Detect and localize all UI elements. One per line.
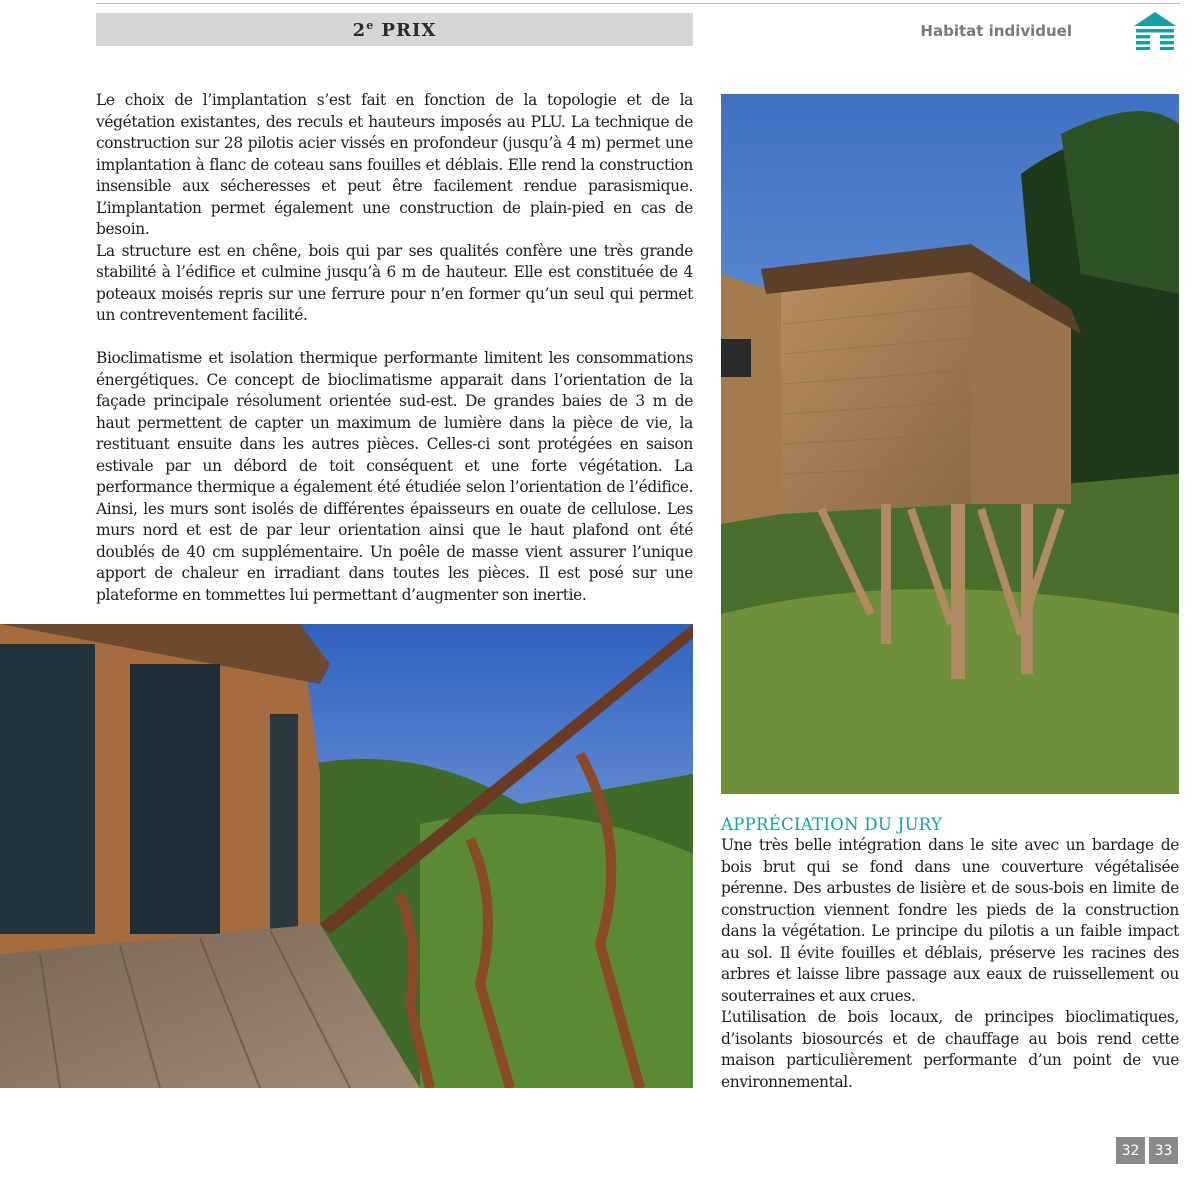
house-on-stilts-photo [721, 94, 1179, 794]
intro-paragraph: La structure est en chêne, bois qui par ses qualités confère une très grande stabilité à l’édifice et culmine jusqu’à 6 m de hauteur. Elle est constituée de 4 poteaux moisés repris sur une ferrure pour n’en former qu’un seul qui permet un contreventement facilité. [96, 241, 693, 324]
page-number-left: 32 [1116, 1137, 1145, 1164]
intro-text [96, 90, 693, 606]
prize-title: 2e PRIX [352, 18, 437, 41]
intro-paragraph: Bioclimatisme et isolation thermique performante limitent les consommations énergétiques. Ce concept de bioclimatisme apparait dans l’orientation de la façade principale résolument orientée sud-est. De grandes baies de 3 m de haut permettent de capter un maximum de lumière dans la pièce de vie, la restituant ensuite dans les autres pièces. Celles-ci sont protégées en saison estivale par un débord de toit conséquent et une forte végétation. La performance thermique a également été étudiée selon l’orientation de l’édifice. Ainsi, les murs sont isolés de différentes épaisseurs en ouate de cellulose. Les murs nord et est de par leur orientation ainsi que le haut plafond ont été doublés de 40 cm supplémentaire. Un poêle de masse vient assurer l’unique apport de chaleur en irradiant dans toutes les pièces. Il est posé sur une plateforme en tommettes lui permettant d’augmenter son inertie. [96, 349, 693, 604]
jury-paragraph: L’utilisation de bois locaux, de principes bioclimatiques, d’isolants biosourcés et de chauffage au bois rend cette maison particulièrement performante d’un point de vue environnemental. [721, 1008, 1179, 1091]
jury-paragraph: Une très belle intégration dans le site avec un bardage de bois brut qui se fond dans une couverture végétalisée pérenne. Des arbustes de lisière et de sous-bois en limite de construction viennent fondre les pieds de la construction dans la végétation. Le principe du pilotis a un faible impact au sol. Il évite fouilles et déblais, préserve les racines des arbres et laisse libre passage aux eaux de ruissellement ou souterraines et aux crues. [721, 836, 1179, 1005]
top-rule [96, 3, 1180, 4]
prize-banner [96, 13, 693, 46]
jury-heading: APPRÉCIATION DU JURY [721, 815, 943, 834]
intro-paragraph: Le choix de l’implantation s’est fait en fonction de la topologie et de la végétation existantes, des reculs et hauteurs imposés au PLU. La technique de construction sur 28 pilotis acier vissés en profondeur (jusqu’à 4 m) permet une implantation à flanc de coteau sans fouilles et déblais. Elle rend la construction insensible aux sécheresses et peut être facilement rendue parasismique. L’implantation permet également une construction de plain-pied en cas de besoin. [96, 91, 693, 238]
terrace-photo [0, 624, 693, 1088]
section-title: Habitat individuel [920, 22, 1072, 40]
house-stripes-icon [1130, 10, 1180, 50]
page-number-right: 33 [1149, 1137, 1178, 1164]
jury-text [721, 835, 1179, 1093]
